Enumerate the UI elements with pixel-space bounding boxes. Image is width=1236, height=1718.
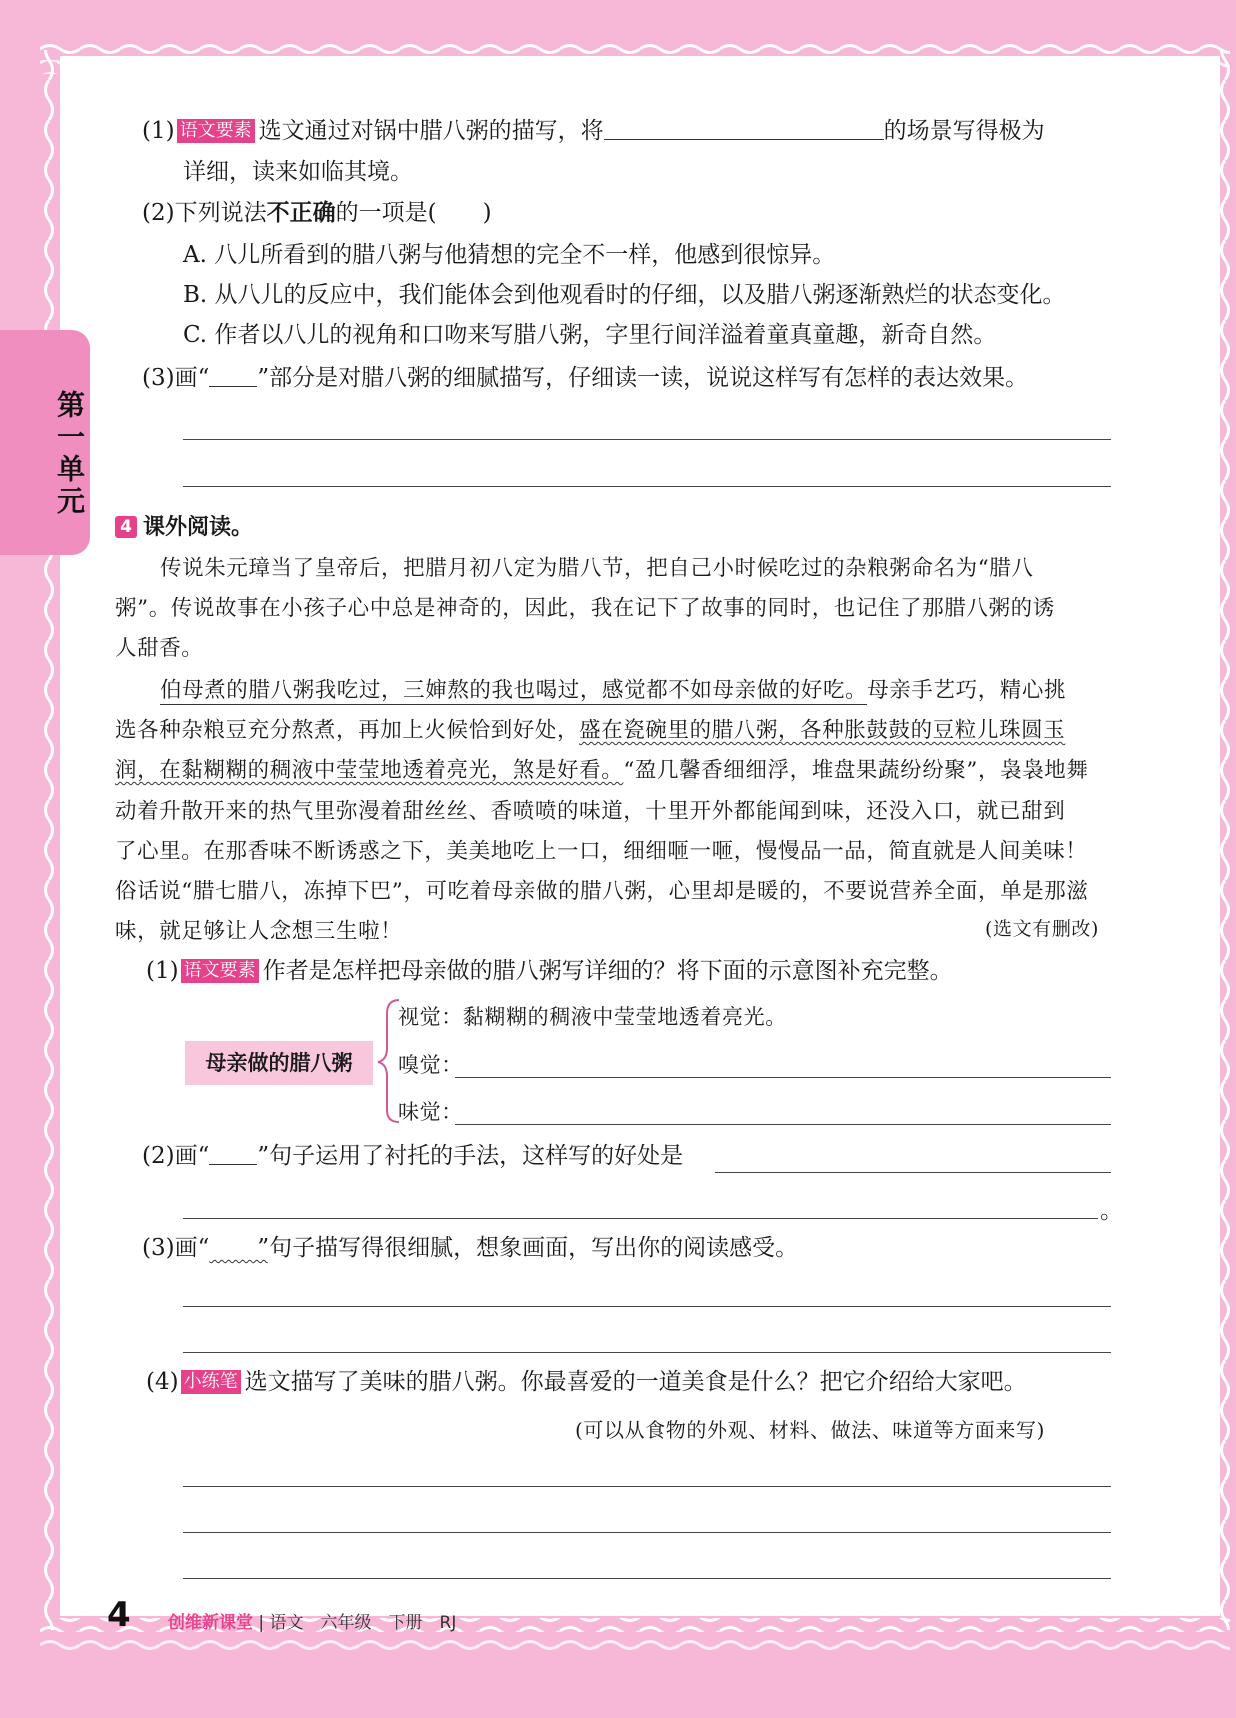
question-text: 的一项是( ) <box>335 200 492 226</box>
question-text: 的场景写得极为 <box>883 118 1045 144</box>
section-number-badge: 4 <box>115 516 137 538</box>
end-mark: 。 <box>1100 1198 1123 1224</box>
branch-smell: 嗅觉： <box>398 1053 463 1077</box>
question-number: (1) <box>146 958 179 984</box>
skill-tag: 语文要素 <box>181 959 259 983</box>
underline-sample <box>209 368 257 387</box>
wavy-underlined-sentence: 盛在瓷碗里的腊八粥，各种胀鼓鼓的豆粒儿珠圆玉 <box>579 718 1066 743</box>
writing-line[interactable] <box>183 1578 1111 1579</box>
s4-q1-stem <box>146 956 953 986</box>
underline-sample <box>209 1146 257 1165</box>
answer-line[interactable] <box>183 1218 1098 1219</box>
writing-hint: (可以从食物的外观、材料、做法、味道等方面来写) <box>575 1418 1046 1442</box>
writing-line[interactable] <box>183 1532 1111 1533</box>
passage-p2-line1 <box>160 673 1066 704</box>
answer-line[interactable] <box>183 439 1111 440</box>
question-number: (4) <box>146 1369 179 1395</box>
passage-text: 选各种杂粮豆充分熬煮，再加上火候恰到好处， <box>115 718 580 743</box>
question-text: (2)下列说法 <box>142 200 267 226</box>
underlined-sentence: 伯母煮的腊八粥我吃过，三婶熬的我也喝过，感觉都不如母亲做的好吃。 <box>160 678 868 703</box>
option-c[interactable]: C. 作者以八儿的视角和口吻来写腊八粥，字里行间洋溢着童真童趣，新奇自然。 <box>183 322 997 348</box>
skill-tag: 语文要素 <box>177 119 255 143</box>
question-text: (3)画“ <box>142 1235 210 1261</box>
footer-divider: | <box>253 1613 270 1633</box>
answer-line[interactable] <box>183 486 1111 487</box>
emphasis-text: 不正确 <box>266 200 336 226</box>
question-text: 选文通过对锅中腊八粥的描写，将 <box>258 118 604 144</box>
answer-line-taste[interactable] <box>455 1124 1111 1125</box>
branch-sight: 视觉：黏糊糊的稠液中莹莹地透着亮光。 <box>398 1005 787 1029</box>
answer-line-smell[interactable] <box>455 1077 1111 1078</box>
answer-blank[interactable] <box>604 119 884 140</box>
passage-p2-line2 <box>115 713 1065 744</box>
passage-text: “盈几馨香细细浮，堆盘果蔬纷纷聚”，袅袅地舞 <box>623 758 1089 783</box>
question-text: ”部分是对腊八粥的细腻描写，仔细读一读，说说这样写有怎样的表达效果。 <box>257 365 1029 391</box>
source-note: (选文有删改) <box>985 918 1100 940</box>
passage-p2-line5: 了心里。在那香味不断诱惑之下，美美地吃上一口，细细咂一咂，慢慢品一品，简直就是人间美味！ <box>115 839 1088 864</box>
passage-p1-line2: 粥”。传说故事在小孩子心中总是神奇的，因此，我在记下了故事的同时，也记住了那腊八粥的诱 <box>115 596 1055 621</box>
option-a[interactable]: A. 八儿所看到的腊八粥与他猜想的完全不一样，他感到很惊异。 <box>183 242 836 268</box>
branch-taste: 味觉： <box>398 1100 463 1124</box>
wavy-underlined-sentence: 润，在黏糊糊的稠液中莹莹地透着亮光，煞是好看。 <box>115 758 624 783</box>
answer-line[interactable] <box>715 1172 1111 1173</box>
question-text: ”句子描写得很细腻，想象画面，写出你的阅读感受。 <box>257 1235 799 1261</box>
unit-label: 第一单元 <box>53 390 86 518</box>
passage-p2-line3 <box>115 753 1089 784</box>
page-number: 4 <box>107 1595 131 1635</box>
s4-q2-stem <box>142 1141 683 1171</box>
q3-part-q1-line2: 详细，读来如临其境。 <box>183 159 413 185</box>
brand-name: 创维新课堂 <box>168 1613 253 1633</box>
wavy-sample: ​ <box>209 1235 268 1261</box>
section-4-heading <box>115 510 253 541</box>
mind-map-center: 母亲做的腊八粥 <box>185 1041 373 1085</box>
q3-part-q1-line1 <box>142 116 1045 146</box>
passage-text: 母亲手艺巧，精心挑 <box>867 678 1067 703</box>
answer-line[interactable] <box>183 1306 1111 1307</box>
answer-line[interactable] <box>183 1352 1111 1353</box>
section-title: 课外阅读。 <box>143 515 254 540</box>
passage-p1-line1: 传说朱元璋当了皇帝后，把腊月初八定为腊八节，把自己小时候吃过的杂粮粥命名为“腊八 <box>160 556 1034 581</box>
question-text: (2)画“ <box>142 1143 210 1169</box>
footer-info <box>168 1608 456 1633</box>
q3-part-q2-stem <box>142 198 492 228</box>
s4-q3-stem <box>142 1233 798 1263</box>
question-text: ”句子运用了衬托的手法，这样写的好处是 <box>257 1143 684 1169</box>
practice-tag: 小练笔 <box>181 1370 241 1394</box>
question-text: 作者是怎样把母亲做的腊八粥写详细的？将下面的示意图补充完整。 <box>262 958 953 984</box>
passage-p2-line6: 俗话说“腊七腊八，冻掉下巴”，可吃着母亲做的腊八粥，心里却是暖的，不要说营养全面，单是那滋 <box>115 879 1089 904</box>
question-text: 选文描写了美味的腊八粥。你最喜爱的一道美食是什么？把它介绍给大家吧。 <box>244 1369 1027 1395</box>
option-b[interactable]: B. 从八儿的反应中，我们能体会到他观看时的仔细，以及腊八粥逐渐熟烂的状态变化。 <box>183 282 1066 308</box>
s4-q4-stem <box>146 1367 1027 1397</box>
writing-line[interactable] <box>183 1486 1111 1487</box>
book-info: 语文 六年级 下册 RJ <box>269 1613 457 1633</box>
passage-p2-line4: 动着升散开来的热气里弥漫着甜丝丝、香喷喷的味道，十里开外都能闻到味，还没入口，就已甜到 <box>115 799 1066 824</box>
question-text: (3)画“ <box>142 365 210 391</box>
q3-part-q3-stem <box>142 363 1028 393</box>
question-number: (1) <box>142 118 175 144</box>
passage-p2-line7: 味，就足够让人念想三生啦！ <box>115 919 403 944</box>
passage-p1-line3: 人甜香。 <box>115 636 204 661</box>
